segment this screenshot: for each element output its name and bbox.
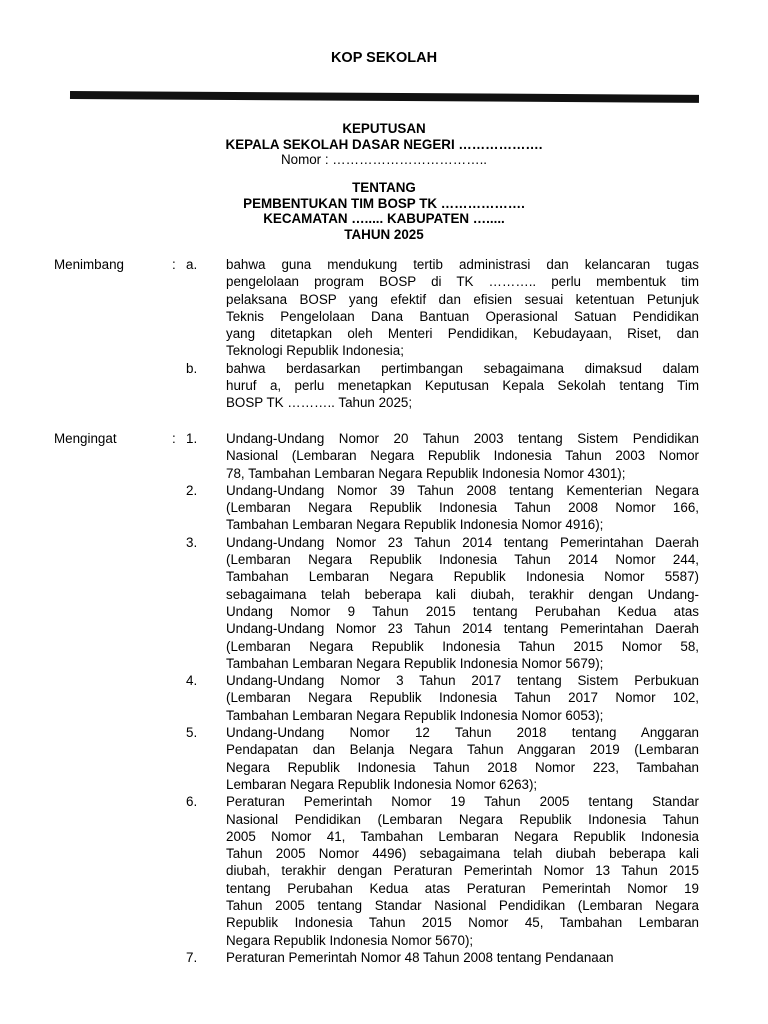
item-number: 5.: [186, 725, 198, 741]
item-text: [226, 430, 699, 482]
item-number: a.: [186, 257, 198, 272]
kop-sekolah-heading: KOP SEKOLAH: [330, 50, 438, 66]
text-line: Negara Republik Indonesia Tahun 2018 Nomor 223, Tambahan: [226, 759, 699, 775]
item-text: [226, 482, 699, 534]
mengingat-item-4: [54, 672, 714, 724]
subject-label: TENTANG: [352, 180, 416, 195]
text-line: Tambahan Lembaran Negara Republik Indonesia Nomor 5587): [226, 569, 699, 585]
item-number: b.: [186, 360, 198, 376]
text-line: Undang-Undang Nomor 3 Tahun 2017 tentang Sistem Perbukuan: [226, 673, 699, 689]
item-text: [226, 360, 699, 412]
text-line: Negara Republik Indonesia Nomor 5670);: [226, 932, 474, 948]
menimbang-item-b: [54, 360, 714, 412]
decree-number: Nomor : ……………………………..: [280, 152, 488, 167]
mengingat-section: [54, 430, 714, 966]
text-line: bahwa guna mendukung tertib administrasi dan kelancaran tugas: [226, 257, 699, 272]
text-line: Undang-Undang Nomor 12 Tahun 2018 tentang Anggaran: [226, 725, 699, 741]
item-number: 7.: [186, 949, 198, 965]
text-line: (Lembaran Negara Republik Indonesia Tahun 2017 Nomor 102,: [226, 690, 699, 706]
text-line: 78, Tambahan Lembaran Negara Republik Indonesia Nomor 4301);: [226, 465, 626, 481]
text-line: Teknis Pengelolaan Dana Bantuan Operasional Satuan Pendidikan: [226, 308, 699, 324]
item-text: [226, 793, 699, 949]
text-line: 2005 Nomor 41, Tambahan Lembaran Negara Republik Indonesia: [226, 828, 699, 844]
item-text: [226, 949, 699, 966]
item-text: [226, 672, 699, 724]
text-line: Lembaran Negara Republik Indonesia Nomor 6263);: [226, 776, 538, 792]
text-line: Tahun 2005 tentang Standar Nasional Pendidikan (Lembaran Negara: [226, 898, 699, 914]
subject-line-1: PEMBENTUKAN TIM BOSP TK ……………….: [243, 195, 525, 211]
item-number: 4.: [186, 673, 198, 689]
text-line: (Lembaran Negara Republik Indonesia Tahun 2014 Nomor 244,: [226, 552, 699, 568]
mengingat-item-7: [54, 949, 714, 966]
item-number: 3.: [186, 534, 198, 550]
subject-line-2: KECAMATAN …..... KABUPATEN ….....: [263, 211, 505, 226]
menimbang-item-a: [54, 256, 714, 360]
text-line: Nasional (Lembaran Negara Republik Indonesia Tahun 2003 Nomor: [226, 448, 699, 464]
text-line: Tambahan Lembaran Negara Republik Indonesia Nomor 5679);: [226, 655, 604, 671]
item-text: [226, 724, 699, 793]
text-line: diubah, terakhir dengan Peraturan Pemerintah Nomor 13 Tahun 2015: [226, 863, 699, 879]
text-line: Nasional Pendidikan (Lembaran Negara Republik Indonesia Tahun: [226, 811, 699, 827]
text-line: huruf a, perlu menetapkan Keputusan Kepala Sekolah tentang Tim: [226, 378, 699, 394]
menimbang-section: [54, 256, 714, 412]
text-line: Tahun 2005 Nomor 4496) sebagaimana telah diubah beberapa kali: [226, 846, 699, 862]
item-text: [226, 534, 699, 672]
text-line: Undang-Undang Nomor 23 Tahun 2014 tentang Pemerintahan Daerah: [226, 534, 699, 550]
text-line: Undang Nomor 9 Tahun 2015 tentang Perubahan Kedua atas: [226, 603, 699, 619]
subject-year: TAHUN 2025: [344, 226, 424, 242]
item-text: [226, 256, 699, 360]
decree-issuer: KEPALA SEKOLAH DASAR NEGERI ……………….: [225, 136, 543, 152]
text-line: bahwa berdasarkan pertimbangan sebagaimana dimaksud dalam: [226, 360, 699, 376]
header-divider-rule: [70, 91, 699, 103]
item-number: 2.: [186, 482, 198, 498]
text-line: Undang-Undang Nomor 20 Tahun 2003 tentang Sistem Pendidikan: [226, 431, 699, 446]
text-line: Undang-Undang Nomor 23 Tahun 2014 tentang Pemerintahan Daerah: [226, 621, 699, 637]
mengingat-item-2: [54, 482, 714, 534]
text-line: yang ditetapkan oleh Menteri Pendidikan, Kebudayaan, Riset, dan: [226, 326, 699, 342]
mengingat-colon: :: [172, 431, 176, 446]
text-line: Pendapatan dan Belanja Negara Tahun Anggaran 2019 (Lembaran: [226, 742, 699, 758]
text-line: (Lembaran Negara Republik Indonesia Tahun 2015 Nomor 58,: [226, 638, 699, 654]
mengingat-item-3: [54, 534, 714, 672]
mengingat-item-6: [54, 793, 714, 949]
decree-title-block: [0, 121, 768, 168]
text-line: Tambahan Lembaran Negara Republik Indonesia Nomor 6053);: [226, 707, 604, 723]
decree-subject-block: [0, 180, 768, 242]
text-line: Undang-Undang Nomor 39 Tahun 2008 tentang Kementerian Negara: [226, 482, 699, 498]
mengingat-item-1: [54, 430, 714, 482]
text-line: Tambahan Lembaran Negara Republik Indonesia Nomor 4916);: [226, 517, 604, 533]
text-line: pengelolaan program BOSP di TK ……….. perlu membentuk tim: [226, 274, 699, 290]
item-number: 6.: [186, 794, 198, 810]
menimbang-label: Menimbang: [54, 257, 124, 272]
item-number: 1.: [186, 431, 198, 446]
text-line: Peraturan Pemerintah Nomor 48 Tahun 2008 tentang Pendanaan: [226, 949, 614, 965]
text-line: (Lembaran Negara Republik Indonesia Tahun 2008 Nomor 166,: [226, 500, 699, 516]
text-line: tentang Perubahan Kedua atas Peraturan Pemerintah Nomor 19: [226, 880, 699, 896]
menimbang-colon: :: [172, 257, 176, 272]
text-line: sebagaimana telah beberapa kali diubah, terakhir dengan Undang-: [226, 586, 699, 602]
decree-title: KEPUTUSAN: [342, 121, 426, 136]
text-line: BOSP TK ……….. Tahun 2025;: [226, 395, 413, 411]
text-line: Teknologi Republik Indonesia;: [226, 343, 404, 359]
mengingat-item-5: [54, 724, 714, 793]
text-line: Peraturan Pemerintah Nomor 19 Tahun 2005 tentang Standar: [226, 794, 699, 810]
text-line: pelaksana BOSP yang efektif dan efisien sesuai ketentuan Petunjuk: [226, 291, 699, 307]
text-line: Republik Indonesia Tahun 2015 Nomor 45, Tambahan Lembaran: [226, 915, 699, 931]
mengingat-label: Mengingat: [54, 431, 117, 446]
